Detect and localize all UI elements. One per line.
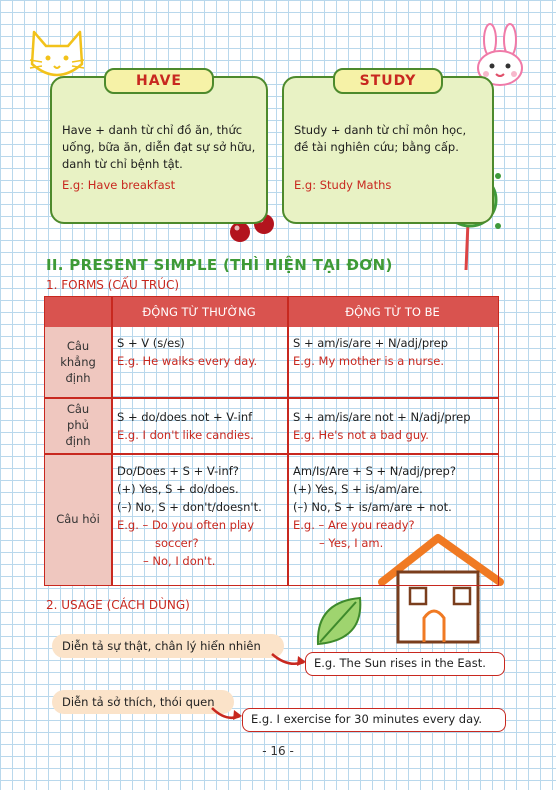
have-tag: HAVE (104, 68, 214, 94)
have-text: Have + danh từ chỉ đồ ăn, thức uống, bữa ăn, diễn đạt sự sở hữu, danh từ chỉ bệnh tật. (62, 123, 256, 171)
have-example: E.g: Have breakfast (62, 178, 176, 192)
negative-regular-formula: S + do/does not + V-inf (117, 410, 253, 424)
question-tobe-line2: (+) Yes, S + is/am/are. (293, 482, 423, 496)
col-divider (111, 297, 113, 585)
col-divider (287, 297, 289, 585)
header-regular: ĐỘNG TỪ THƯỜNG (111, 297, 287, 327)
row-label-negative (45, 397, 111, 453)
forms-title: 1. FORMS (CẤU TRÚC) (46, 278, 180, 292)
row-divider (45, 453, 498, 455)
forms-table (44, 296, 499, 586)
question-regular-line3: (–) No, S + don't/doesn't. (117, 500, 262, 514)
question-regular-eg2: soccer? (155, 536, 199, 550)
question-regular-line1: Do/Does + S + V-inf? (117, 464, 239, 478)
study-tag: STUDY (333, 68, 443, 94)
arrow-icon (270, 648, 310, 670)
arrow-icon (210, 702, 246, 724)
usage-example-1: E.g. The Sun rises in the East. (305, 652, 505, 676)
affirmative-tobe-formula: S + am/is/are + N/adj/prep (293, 336, 449, 350)
question-tobe-eg2: – Yes, I am. (319, 536, 384, 550)
usage-item-2: Diễn tả sở thích, thói quen (52, 690, 234, 714)
negative-tobe-example: E.g. He's not a bad guy. (293, 428, 429, 442)
negative-regular-example: E.g. I don't like candies. (117, 428, 254, 442)
affirmative-regular-example: E.g. He walks every day. (117, 354, 258, 368)
affirmative-tobe-example: E.g. My mother is a nurse. (293, 354, 444, 368)
question-tobe-line3: (–) No, S + is/am/are + not. (293, 500, 452, 514)
affirmative-regular-formula: S + V (s/es) (117, 336, 185, 350)
header-blank (45, 297, 111, 327)
row-label-text: Câu khẳng định (60, 339, 96, 385)
usage-item-1: Diễn tả sự thật, chân lý hiển nhiên (52, 634, 284, 658)
study-card (282, 73, 494, 224)
leaf-icon (312, 592, 366, 652)
section-title: II. PRESENT SIMPLE (THÌ HIỆN TẠI ĐƠN) (46, 256, 393, 274)
usage-title: 2. USAGE (CÁCH DÙNG) (46, 598, 190, 612)
question-regular-eg1: E.g. – Do you often play (117, 518, 255, 532)
usage-example-2: E.g. I exercise for 30 minutes every day. (242, 708, 506, 732)
header-tobe: ĐỘNG TỪ TO BE (287, 297, 498, 327)
study-text: Study + danh từ chỉ môn học, đề tài nghiên cứu; bằng cấp. (294, 123, 467, 154)
question-tobe-line1: Am/Is/Are + S + N/adj/prep? (293, 464, 456, 478)
negative-tobe-formula: S + am/is/are not + N/adj/prep (293, 410, 471, 424)
row-label-affirmative (45, 327, 111, 397)
study-example: E.g: Study Maths (294, 178, 392, 192)
question-regular-eg3: – No, I don't. (143, 554, 216, 568)
question-regular-line2: (+) Yes, S + do/does. (117, 482, 239, 496)
row-label-question (45, 453, 111, 585)
row-label-text: Câu hỏi (56, 512, 100, 526)
question-tobe-eg1: E.g. – Are you ready? (293, 518, 415, 532)
row-divider (45, 397, 498, 399)
have-card (50, 73, 268, 224)
page-number: - 16 - (262, 744, 294, 758)
row-label-text: Câu phủ định (65, 402, 91, 448)
